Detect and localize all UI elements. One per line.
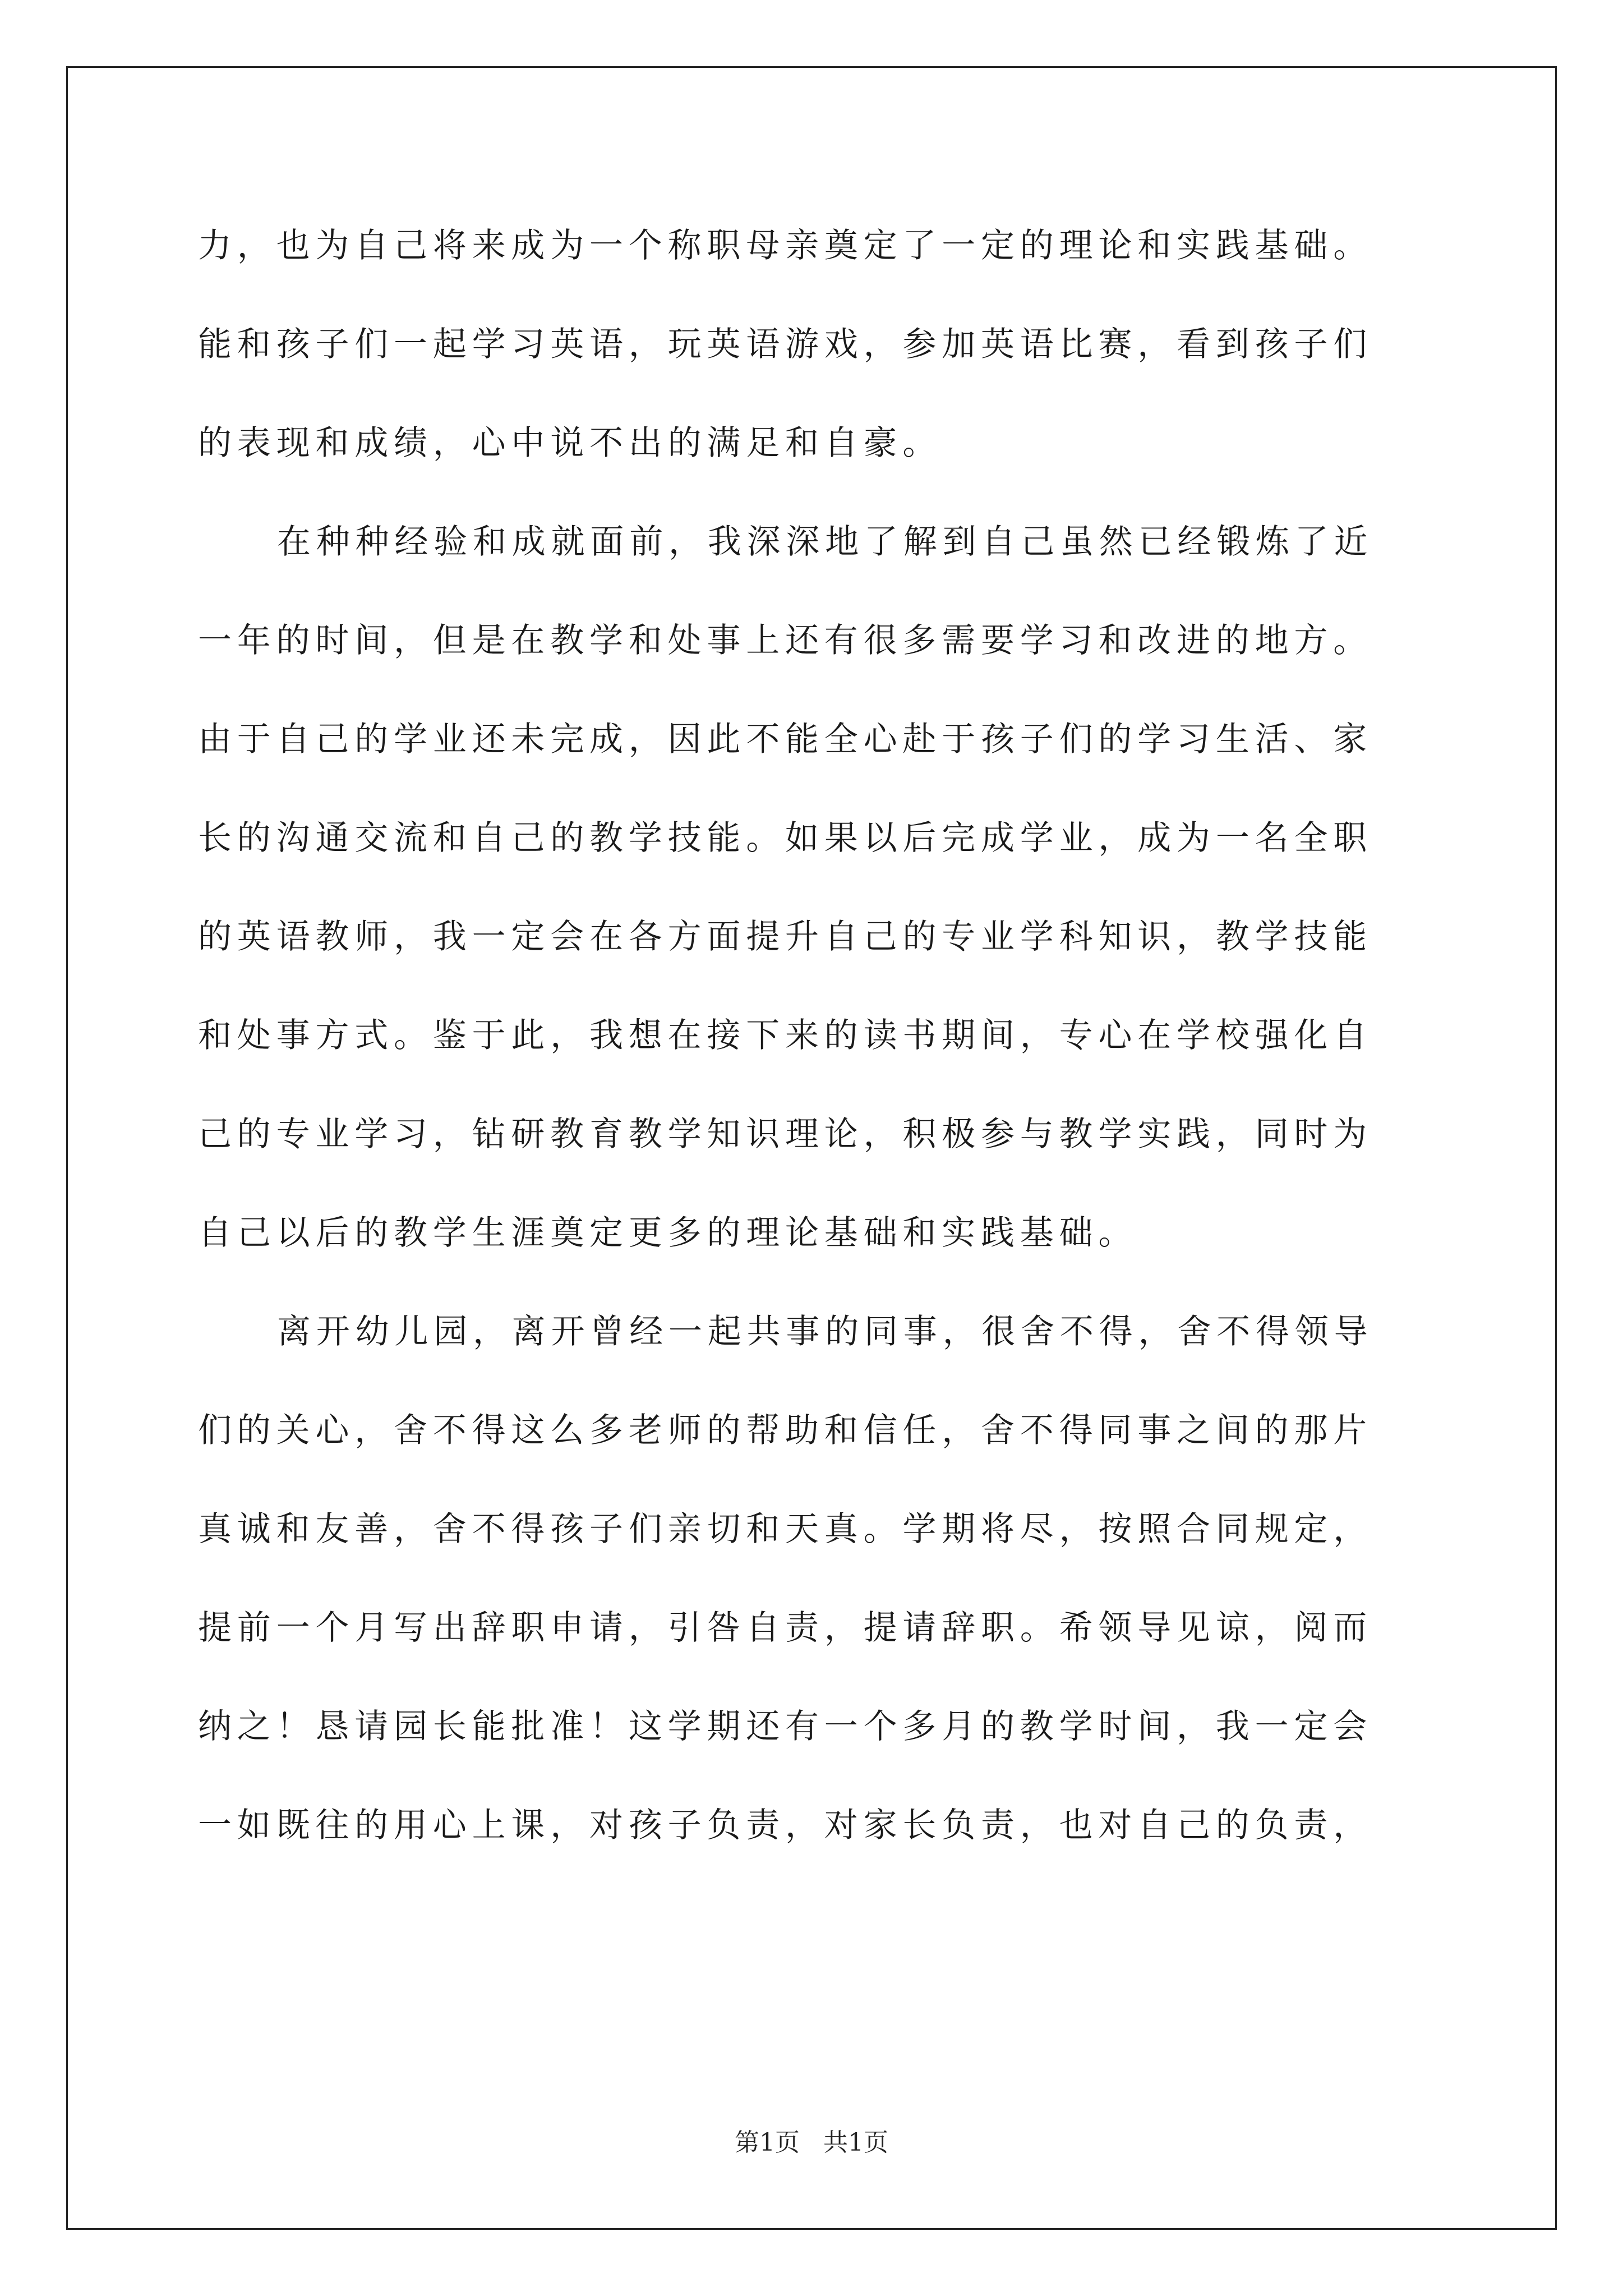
page-footer	[0, 2129, 1623, 2157]
text-line: 己的专业学习，钻研教育教学知识理论，积极参与教学实践，同时为	[198, 1115, 1372, 1154]
page-number-total: 共1页	[823, 2128, 888, 2157]
text-line-indented: 离开幼儿园，离开曾经一起共事的同事，很舍不得，舍不得领导	[277, 1312, 1373, 1351]
text-line: 自己以后的教学生涯奠定更多的理论基础和实践基础。	[198, 1213, 1138, 1253]
text-line-indented: 在种种经验和成就面前，我深深地了解到自己虽然已经锻炼了近	[277, 522, 1373, 562]
text-line: 和处事方式。鉴于此，我想在接下来的读书期间，专心在学校强化自	[198, 1016, 1372, 1055]
text-line: 力，也为自己将来成为一个称职母亲奠定了一定的理论和实践基础。	[198, 226, 1372, 265]
paragraph-2	[198, 493, 1432, 1282]
text-line: 纳之！恳请园长能批准！这学期还有一个多月的教学时间，我一定会	[198, 1707, 1372, 1746]
document-body	[198, 196, 1432, 1875]
text-line: 的表现和成绩，心中说不出的满足和自豪。	[198, 424, 942, 463]
text-line: 由于自己的学业还未完成，因此不能全心赴于孩子们的学习生活、家	[198, 720, 1372, 759]
text-line: 提前一个月写出辞职申请，引咎自责，提请辞职。希领导见谅，阅而	[198, 1608, 1372, 1648]
text-line: 能和孩子们一起学习英语，玩英语游戏，参加英语比赛，看到孩子们	[198, 325, 1372, 364]
paragraph-3	[198, 1282, 1432, 1875]
paragraph-1	[198, 196, 1432, 493]
page-number-current: 第1页	[735, 2128, 800, 2157]
text-line: 真诚和友善，舍不得孩子们亲切和天真。学期将尽，按照合同规定，	[198, 1510, 1372, 1549]
text-line: 一年的时间，但是在教学和处事上还有很多需要学习和改进的地方。	[198, 621, 1372, 660]
text-line: 的英语教师，我一定会在各方面提升自己的专业学科知识，教学技能	[198, 917, 1372, 956]
text-line: 们的关心，舍不得这么多老师的帮助和信任，舍不得同事之间的那片	[198, 1411, 1372, 1450]
text-line: 长的沟通交流和自己的教学技能。如果以后完成学业，成为一名全职	[198, 818, 1372, 858]
text-line: 一如既往的用心上课，对孩子负责，对家长负责，也对自己的负责，	[198, 1806, 1372, 1845]
